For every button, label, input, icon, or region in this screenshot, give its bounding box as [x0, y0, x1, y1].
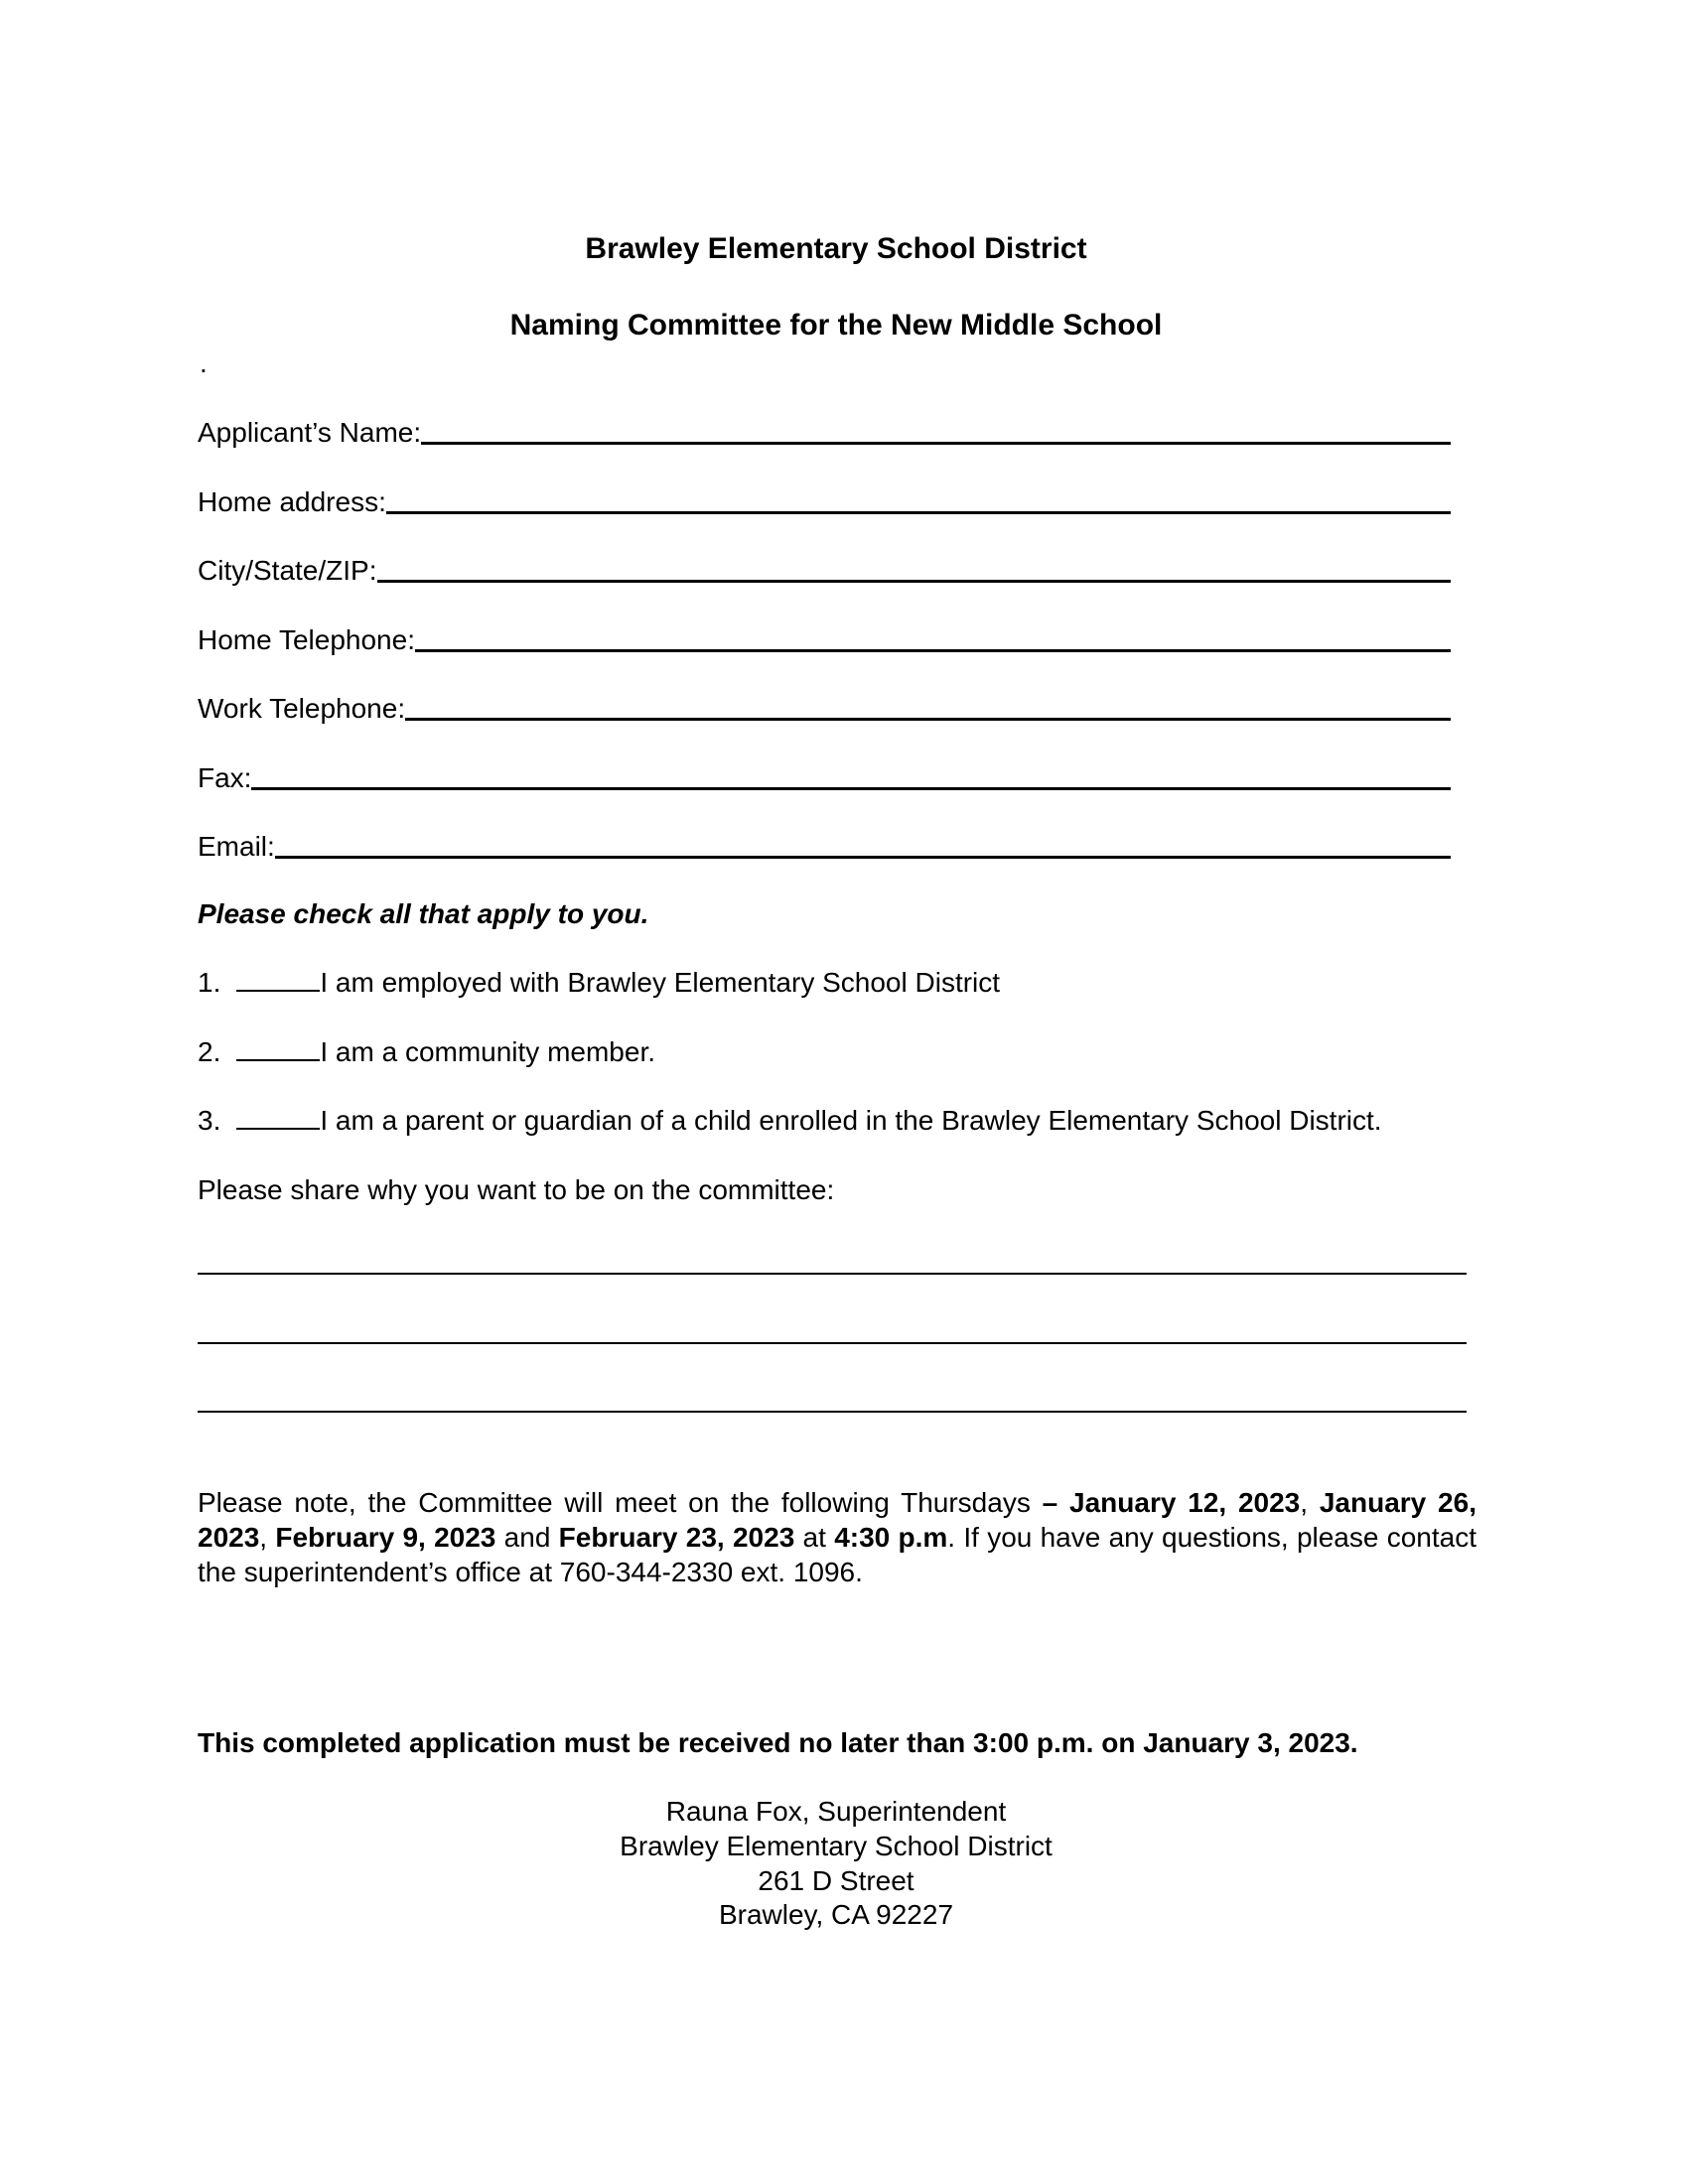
home-address-input[interactable]: [386, 510, 1451, 514]
check-blank-parent[interactable]: [236, 1127, 320, 1130]
field-label: Work Telephone:: [198, 693, 406, 724]
fax-field[interactable]: [198, 754, 1451, 794]
item-text: I am employed with Brawley Elementary School District: [320, 967, 1001, 998]
work-telephone-input[interactable]: [405, 717, 1451, 721]
field-label: Fax:: [198, 762, 252, 793]
meeting-time: 4:30 p.m: [834, 1522, 948, 1553]
form-title: Naming Committee for the New Middle School: [509, 309, 1163, 341]
applicant-name-field[interactable]: [198, 409, 1451, 449]
stray-dot: .: [200, 347, 208, 378]
meeting-date-4: February 23, 2023: [558, 1522, 795, 1553]
address-name: Rauna Fox, Superintendent: [665, 1796, 1007, 1827]
home-telephone-input[interactable]: [415, 648, 1451, 652]
item-number: 3.: [198, 1105, 221, 1136]
checklist-item-community: [198, 1036, 655, 1068]
home-address-field[interactable]: [198, 478, 1451, 518]
reason-prompt: Please share why you want to be on the committee:: [198, 1174, 835, 1205]
meeting-note: [198, 1485, 1477, 1589]
note-text: Please note, the Committee will meet on the following Thursdays: [198, 1487, 1043, 1518]
field-label: Home Telephone:: [198, 624, 415, 655]
work-telephone-field[interactable]: [198, 685, 1451, 725]
item-text: I am a community member.: [320, 1036, 656, 1067]
field-label: Home address:: [198, 486, 386, 517]
city-state-zip-field[interactable]: [198, 547, 1451, 587]
district-title: Brawley Elementary School District: [585, 232, 1087, 265]
note-dash: –: [1042, 1487, 1058, 1518]
item-number: 2.: [198, 1036, 221, 1067]
address-org: Brawley Elementary School District: [620, 1831, 1053, 1861]
address-street: 261 D Street: [758, 1865, 914, 1896]
check-blank-community[interactable]: [236, 1058, 320, 1061]
checklist-heading: Please check all that apply to you.: [198, 898, 649, 929]
note-contact: . If you have any questions, please contact the superintendent’s office at 760-344-2330 ext. 1096.: [198, 1522, 1477, 1587]
field-label: Applicant’s Name:: [198, 417, 422, 448]
address-city: Brawley, CA 92227: [718, 1899, 954, 1930]
field-label: City/State/ZIP:: [198, 555, 377, 586]
note-sep: ,: [1300, 1487, 1320, 1518]
note-text: and: [495, 1522, 559, 1553]
applicant-name-input[interactable]: [421, 441, 1451, 445]
email-field[interactable]: [198, 823, 1451, 863]
deadline-notice: This completed application must be received no later than 3:00 p.m. on January 3, 2023.: [198, 1727, 1358, 1758]
field-label: Email:: [198, 831, 275, 862]
checklist-item-employed: [198, 967, 1000, 999]
meeting-date-2: January 26, 2023: [198, 1487, 1477, 1553]
item-number: 1.: [198, 967, 221, 998]
meeting-date-3: February 9, 2023: [275, 1522, 496, 1553]
item-text: I am a parent or guardian of a child enrolled in the Brawley Elementary School District.: [320, 1105, 1382, 1136]
meeting-date-1: January 12, 2023: [1057, 1487, 1301, 1518]
checklist-item-parent: [198, 1105, 1382, 1137]
reason-line-1[interactable]: [198, 1273, 1467, 1275]
email-input[interactable]: [275, 855, 1451, 859]
home-telephone-field[interactable]: [198, 616, 1451, 656]
fax-input[interactable]: [251, 786, 1451, 790]
reason-line-3[interactable]: [198, 1411, 1467, 1413]
check-blank-employed[interactable]: [236, 989, 320, 992]
note-sep: ,: [259, 1522, 276, 1553]
reason-line-2[interactable]: [198, 1342, 1467, 1344]
note-text: at: [794, 1522, 835, 1553]
city-state-zip-input[interactable]: [377, 579, 1452, 583]
